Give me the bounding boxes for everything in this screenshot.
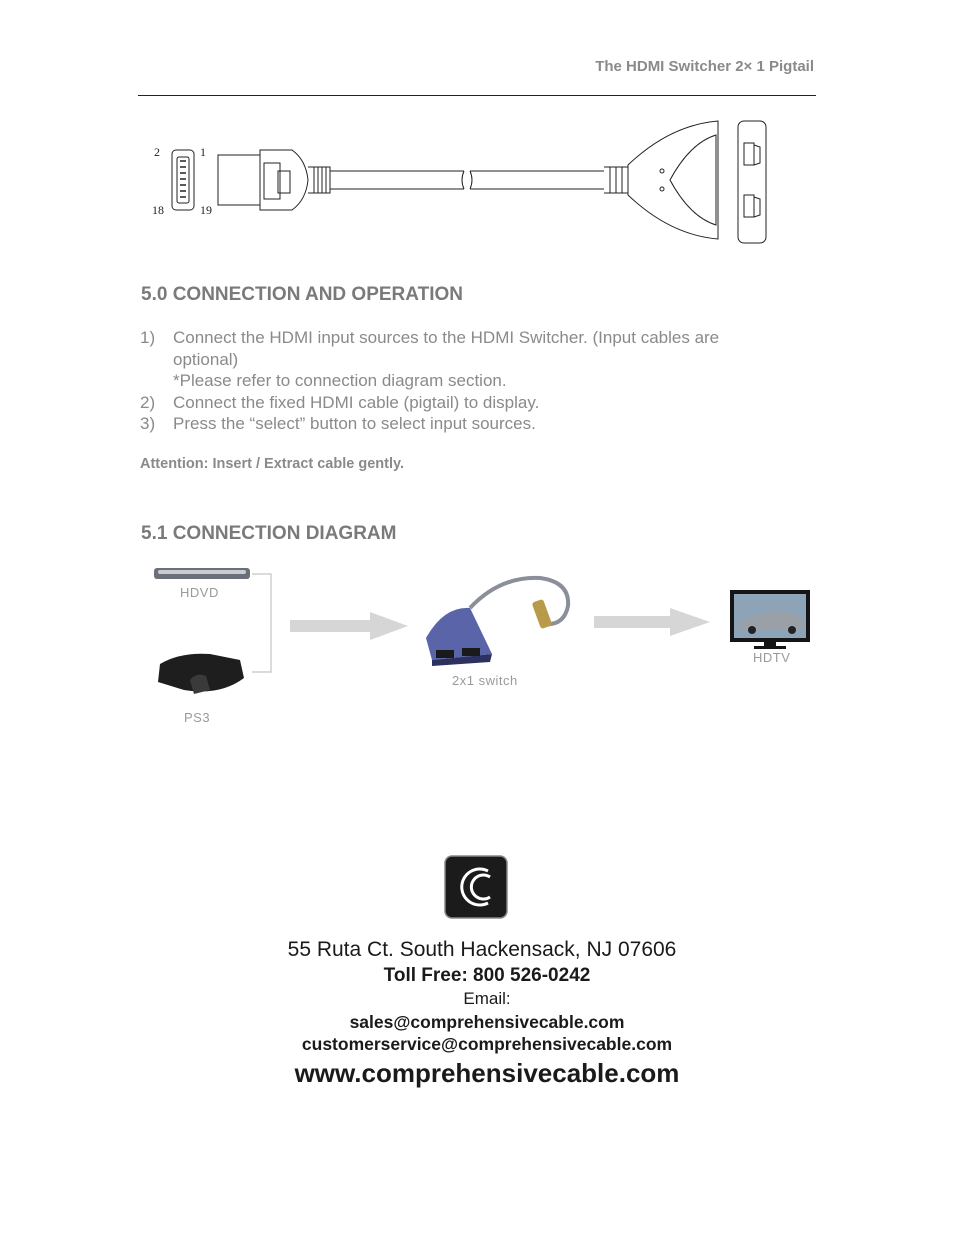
diagram-label-hdtv: HDTV	[753, 650, 791, 665]
pin-label-19: 19	[200, 203, 212, 217]
diagram-label-hdvd: HDVD	[180, 585, 219, 600]
section-title-connection-operation: 5.0 CONNECTION AND OPERATION	[141, 284, 463, 305]
step-text	[173, 413, 820, 435]
hdtv-icon	[730, 590, 810, 649]
diagram-label-switch: 2x1 switch	[452, 673, 518, 688]
pin-label-18: 18	[152, 203, 164, 217]
step-item	[140, 413, 820, 435]
email-sales[interactable]: sales@comprehensivecable.com	[349, 1012, 625, 1032]
ps3-console-icon	[158, 654, 244, 694]
step-number: 3)	[140, 414, 156, 433]
website-link[interactable]: www.comprehensivecable.com	[294, 1058, 680, 1088]
email-customer-service[interactable]: customerservice@comprehensivecable.com	[301, 1034, 673, 1054]
step-line: Connect the HDMI input sources to the HDMI Switcher. (Input cables are	[173, 328, 720, 347]
step-item	[140, 392, 820, 414]
company-logo	[444, 855, 508, 919]
step-text	[173, 392, 820, 414]
step-item	[140, 327, 820, 392]
hdvd-player-icon	[154, 568, 250, 579]
steps-list	[140, 327, 820, 435]
email-label: Email:	[463, 989, 511, 1008]
connection-diagram-graphic	[140, 556, 820, 736]
company-address: 55 Ruta Ct. South Hackensack, NJ 07606	[287, 938, 677, 961]
header-rule	[138, 95, 816, 96]
step-number: 1)	[140, 328, 156, 347]
step-line: optional)	[173, 349, 239, 369]
header-title: The HDMI Switcher 2× 1 Pigtail	[595, 58, 814, 75]
step-text	[173, 327, 820, 392]
step-number: 2)	[140, 392, 156, 412]
step-line: Connect the fixed HDMI cable (pigtail) to display.	[173, 392, 540, 412]
attention-note: Attention: Insert / Extract cable gently.	[140, 456, 405, 472]
connection-diagram	[140, 556, 820, 736]
pin-label-1: 1	[200, 145, 206, 159]
pin-label-2: 2	[154, 145, 160, 159]
hdmi-cable-figure	[150, 115, 770, 247]
switch-icon	[426, 578, 568, 666]
step-line: *Please refer to connection diagram section.	[173, 371, 507, 390]
toll-free-number: Toll Free: 800 526-0242	[383, 965, 591, 986]
step-line: Press the “select” button to select input sources.	[173, 414, 536, 433]
section-title-connection-diagram: 5.1 CONNECTION DIAGRAM	[141, 523, 397, 544]
diagram-label-ps3: PS3	[184, 710, 211, 725]
